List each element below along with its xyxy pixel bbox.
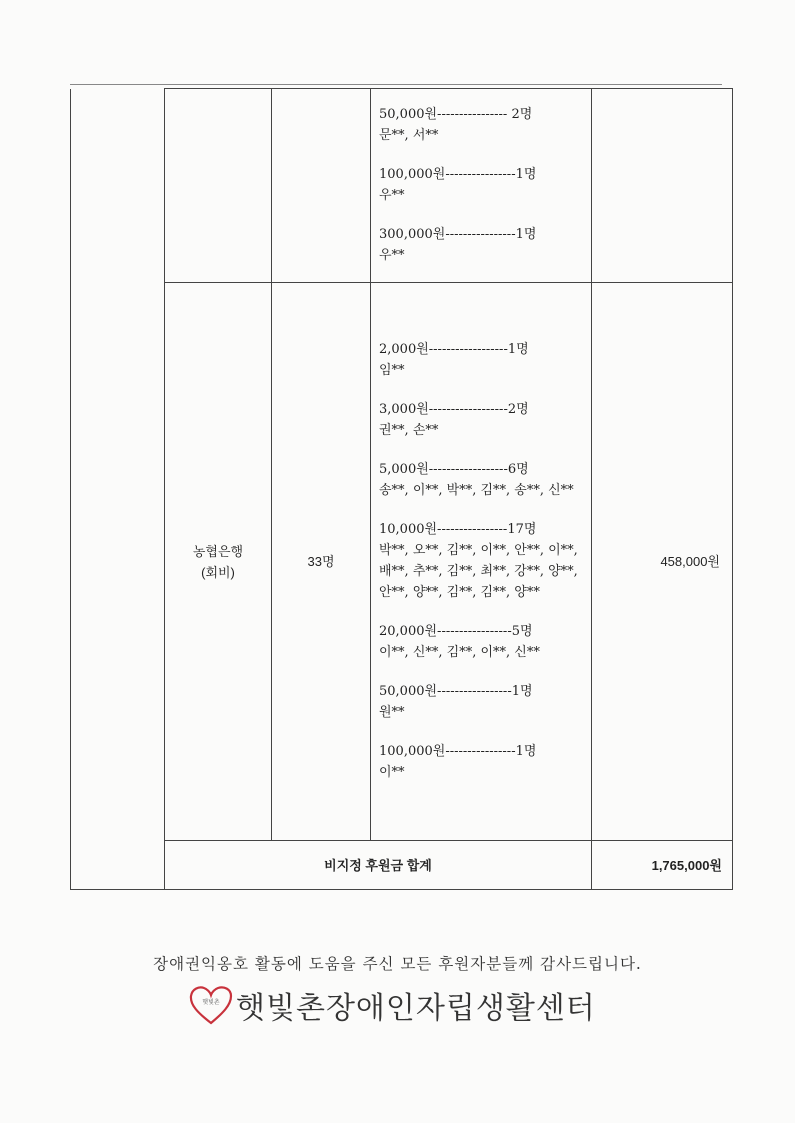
donor-count: 33명 bbox=[272, 283, 371, 841]
donor-names: 권**, 손** bbox=[379, 422, 439, 438]
top-rule bbox=[70, 84, 722, 85]
heart-logo-icon bbox=[188, 984, 234, 1026]
donation-tier bbox=[379, 681, 581, 723]
bank-name: 농협은행 bbox=[192, 543, 244, 559]
bank-cell-empty bbox=[165, 89, 272, 283]
tier-amount: 100,000원----------------1명 bbox=[379, 743, 537, 759]
table-row-continued bbox=[71, 89, 733, 283]
donor-names: 임** bbox=[379, 362, 405, 378]
table-row-total bbox=[71, 841, 733, 890]
tier-amount: 5,000원------------------6명 bbox=[379, 461, 529, 477]
bank-note: (회비) bbox=[201, 564, 235, 580]
thanks-message: 장애권익옹호 활동에 도움을 주신 모든 후원자분들께 감사드립니다. bbox=[153, 955, 642, 973]
donation-tier bbox=[379, 621, 581, 663]
donor-list bbox=[371, 92, 591, 280]
donor-names: 박**, 오**, 김**, 이**, 안**, 이**, 배**, 추**, 김**, 최**, 강**, 양**, 안**, 양**, 김**, 김**, 양** bbox=[379, 542, 578, 600]
donor-names: 원** bbox=[379, 704, 405, 720]
donor-list bbox=[371, 327, 591, 797]
bank-amount: 458,000원 bbox=[592, 283, 733, 841]
tier-amount: 50,000원-----------------1명 bbox=[379, 683, 533, 699]
table-row-nonghyup bbox=[71, 283, 733, 841]
donor-list-cell bbox=[371, 283, 592, 841]
donor-names: 문**, 서** bbox=[379, 127, 439, 143]
donor-list-cell bbox=[371, 89, 592, 283]
donor-names: 송**, 이**, 박**, 김**, 송**, 신** bbox=[379, 482, 574, 498]
tier-amount: 50,000원---------------- 2명 bbox=[379, 106, 533, 122]
organization-signature bbox=[188, 983, 596, 1027]
category-cell bbox=[71, 89, 165, 890]
amount-cell-empty bbox=[592, 89, 733, 283]
count-cell-empty bbox=[272, 89, 371, 283]
tier-amount: 3,000원------------------2명 bbox=[379, 401, 529, 417]
donation-tier bbox=[379, 164, 581, 206]
donation-tier bbox=[379, 399, 581, 441]
tier-amount: 10,000원----------------17명 bbox=[379, 521, 537, 537]
donation-tier bbox=[379, 741, 581, 783]
donor-names: 우** bbox=[379, 247, 405, 263]
donation-tier bbox=[379, 224, 581, 266]
tier-amount: 100,000원----------------1명 bbox=[379, 166, 537, 182]
donation-tier bbox=[379, 339, 581, 381]
donation-tier bbox=[379, 459, 581, 501]
tier-amount: 20,000원-----------------5명 bbox=[379, 623, 533, 639]
donor-names: 이**, 신**, 김**, 이**, 신** bbox=[379, 644, 540, 660]
donor-names: 이** bbox=[379, 764, 405, 780]
tier-amount: 300,000원----------------1명 bbox=[379, 226, 537, 242]
donation-tier bbox=[379, 104, 581, 146]
bank-cell bbox=[165, 283, 272, 841]
tier-amount: 2,000원------------------1명 bbox=[379, 341, 529, 357]
donor-names: 우** bbox=[379, 187, 405, 203]
organization-name: 햇빛촌장애인자립생활센터 bbox=[236, 991, 596, 1026]
logo-text: 햇빛촌 bbox=[202, 999, 220, 1006]
donation-table bbox=[70, 88, 733, 890]
total-amount: 1,765,000원 bbox=[592, 841, 733, 890]
total-label: 비지정 후원금 합계 bbox=[165, 841, 592, 890]
donation-tier bbox=[379, 519, 581, 603]
